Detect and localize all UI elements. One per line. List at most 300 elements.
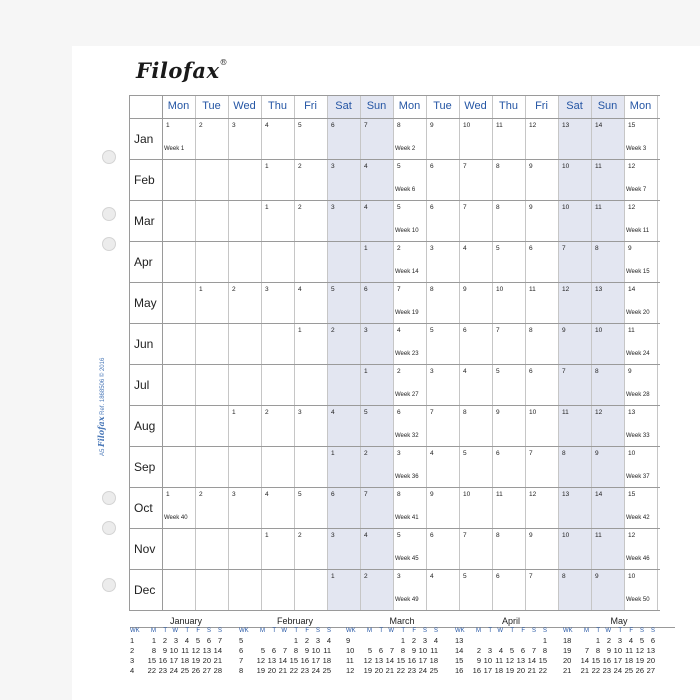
day-number: 3 [265,286,269,293]
day-number: 1 [364,245,368,252]
binder-hole [102,521,116,535]
mini-day: 1 [542,636,547,645]
mini-day: 11 [323,646,331,655]
day-number: 2 [298,163,302,170]
grid-hline [129,323,660,324]
mini-header-cell: S [422,628,427,634]
mini-header-cell: S [650,628,655,634]
mini-calendar-title: January [169,616,203,626]
month-label: Jun [134,337,154,351]
mini-day: 11 [430,646,438,655]
day-number: 10 [628,450,636,457]
mini-week-number: 7 [239,656,244,665]
day-number: 2 [331,327,335,334]
mini-calendar-row [346,636,458,646]
mini-week-number: 10 [346,646,355,655]
day-number: 5 [430,327,434,334]
mini-day: 3 [487,646,492,655]
day-header: Sun [366,100,387,112]
mini-day: 3 [173,636,178,645]
week-label: Week 6 [395,187,416,193]
mini-calendar-title: February [276,616,313,626]
mini-header-cell: WK [563,628,573,634]
mini-day: 18 [429,656,438,665]
mini-day: 4 [184,636,189,645]
day-number: 12 [628,204,636,211]
mini-calendar-header [455,627,567,636]
day-number: 7 [562,245,566,252]
grid-hline [129,569,660,570]
grid-vline [459,95,460,611]
mini-day: 7 [282,646,287,655]
day-header: Sat [566,100,583,112]
mini-header-cell: W [605,628,611,634]
mini-day: 22 [538,666,547,675]
mini-calendar-header [346,627,458,636]
mini-day: 20 [374,666,383,675]
grid-hline [129,487,660,488]
mini-day: 9 [476,656,481,665]
day-number: 6 [430,163,434,170]
week-label: Week 7 [626,187,647,193]
mini-day: 19 [505,666,514,675]
day-number: 14 [595,491,603,498]
day-number: 2 [298,532,302,539]
day-number: 9 [562,327,566,334]
day-number: 2 [265,409,269,416]
day-number: 5 [397,163,401,170]
mini-day: 16 [300,656,309,665]
mini-calendar [346,616,458,676]
month-label: Aug [134,419,156,433]
mini-week-number: 9 [346,636,351,645]
mini-day: 25 [429,666,438,675]
mini-header-cell: S [433,628,438,634]
mini-day: 24 [169,666,178,675]
day-number: 7 [463,532,467,539]
mini-day: 26 [635,666,644,675]
day-number: 12 [595,409,603,416]
mini-week-number: 8 [239,666,244,675]
day-number: 6 [430,532,434,539]
day-number: 8 [496,532,500,539]
day-number: 3 [430,368,434,375]
mini-day: 7 [584,646,589,655]
mini-header-cell: WK [239,628,249,634]
week-label: Week 46 [626,556,650,562]
mini-header-cell: M [584,628,589,634]
day-number: 1 [364,368,368,375]
mini-day: 2 [411,636,416,645]
day-number: 10 [496,286,504,293]
mini-header-cell: W [281,628,287,634]
mini-header-cell: T [272,628,276,634]
grid-vline [162,95,163,611]
mini-day: 14 [527,656,536,665]
day-number: 5 [397,532,401,539]
week-label: Week 33 [626,433,650,439]
day-number: 5 [364,409,368,416]
mini-day: 24 [613,666,622,675]
mini-day: 16 [407,656,416,665]
day-header: Wed [464,100,487,112]
day-number: 1 [166,122,170,129]
week-label: Week 32 [395,433,419,439]
mini-day: 5 [260,646,265,655]
mini-calendar-row [130,646,242,656]
mini-week-number: 18 [563,636,572,645]
grid-vline [195,95,196,611]
day-number: 15 [628,122,636,129]
week-label: Week 2 [395,146,416,152]
mini-day: 22 [591,666,600,675]
mini-day: 1 [595,636,600,645]
day-number: 9 [628,245,632,252]
day-number: 1 [331,573,335,580]
grid-vline [294,95,295,611]
mini-day: 12 [635,646,644,655]
day-header: Sun [597,100,618,112]
mini-day: 21 [527,666,536,675]
mini-header-cell: T [618,628,622,634]
day-number: 7 [529,450,533,457]
day-number: 8 [496,163,500,170]
week-label: Week 37 [626,474,650,480]
day-number: 13 [562,122,570,129]
day-number: 8 [595,368,599,375]
day-number: 10 [529,409,537,416]
mini-day: 8 [151,646,156,655]
mini-week-number: 3 [130,656,135,665]
mini-header-cell: WK [130,628,140,634]
day-number: 6 [496,450,500,457]
day-number: 2 [364,450,368,457]
day-number: 14 [595,122,603,129]
mini-header-cell: S [639,628,644,634]
day-number: 5 [496,245,500,252]
day-number: 8 [496,204,500,211]
day-number: 10 [463,491,471,498]
week-label: Week 10 [395,228,419,234]
mini-day: 10 [483,656,492,665]
mini-day: 6 [650,636,655,645]
mini-day: 2 [162,636,167,645]
day-number: 3 [397,573,401,580]
day-number: 1 [199,286,203,293]
mini-day: 19 [191,656,200,665]
day-number: 12 [628,163,636,170]
mini-day: 5 [509,646,514,655]
day-number: 3 [331,532,335,539]
mini-header-cell: M [151,628,156,634]
grid-hline [129,405,660,406]
mini-calendar [130,616,242,676]
day-number: 1 [265,532,269,539]
mini-day: 11 [181,646,189,655]
mini-day: 15 [591,656,600,665]
mini-day: 17 [169,656,178,665]
binder-hole [102,207,116,221]
mini-day: 24 [311,666,320,675]
mini-header-cell: F [305,628,309,634]
mini-day: 19 [363,666,372,675]
mini-day: 19 [256,666,265,675]
mini-calendar [563,616,675,676]
day-header: Mon [629,100,652,112]
day-number: 6 [529,368,533,375]
mini-day: 25 [322,666,331,675]
mini-day: 17 [311,656,320,665]
grid-hline [129,446,660,447]
binder-hole [102,150,116,164]
day-header: Tue [202,100,221,112]
day-number: 8 [397,122,401,129]
week-label: Week 41 [395,515,419,521]
mini-header-cell: W [497,628,503,634]
binder-hole [102,237,116,251]
week-label: Week 1 [164,146,185,152]
mini-header-cell: T [596,628,600,634]
grid-vline [492,95,493,611]
mini-day: 20 [267,666,276,675]
mini-calendar [455,616,567,676]
day-number: 2 [298,204,302,211]
mini-day: 23 [158,666,167,675]
mini-day: 6 [520,646,525,655]
day-number: 13 [562,491,570,498]
mini-day: 1 [400,636,405,645]
day-number: 3 [430,245,434,252]
mini-day: 12 [256,656,265,665]
grid-hline [129,282,660,283]
week-label: Week 42 [626,515,650,521]
day-number: 6 [529,245,533,252]
day-number: 6 [331,491,335,498]
day-number: 6 [496,573,500,580]
day-number: 2 [232,286,236,293]
grid-vline [525,95,526,611]
mini-week-number: 2 [130,646,135,655]
week-label: Week 23 [395,351,419,357]
mini-day: 6 [271,646,276,655]
day-number: 7 [364,122,368,129]
mini-calendar-row [455,666,567,676]
day-number: 8 [595,245,599,252]
day-number: 7 [463,204,467,211]
mini-calendar-header [563,627,675,636]
mini-day: 8 [542,646,547,655]
mini-calendar-row [239,656,351,666]
day-number: 7 [463,163,467,170]
week-label: Week 28 [626,392,650,398]
mini-day: 15 [147,656,156,665]
mini-day: 23 [300,666,309,675]
grid-hline [129,159,660,160]
day-number: 9 [529,532,533,539]
day-number: 5 [331,286,335,293]
day-number: 6 [364,286,368,293]
mini-day: 7 [389,646,394,655]
day-number: 4 [298,286,302,293]
day-number: 10 [562,204,570,211]
day-number: 4 [364,163,368,170]
day-number: 3 [232,122,236,129]
mini-calendar-header [239,627,351,636]
grid-vline [228,95,229,611]
day-number: 13 [595,286,603,293]
mini-day: 16 [158,656,167,665]
mini-day: 20 [646,656,655,665]
mini-day: 14 [580,656,589,665]
mini-calendar-row [563,636,675,646]
filofax-logo: Filofax® [136,58,229,83]
day-number: 11 [595,532,602,539]
mini-day: 23 [407,666,416,675]
mini-day: 18 [322,656,331,665]
day-number: 6 [463,327,467,334]
mini-day: 24 [418,666,427,675]
day-number: 4 [430,450,434,457]
mini-day: 16 [602,656,611,665]
month-label: Feb [134,173,155,187]
mini-day: 21 [213,656,222,665]
mini-week-number: 19 [563,646,572,655]
day-number: 4 [463,368,467,375]
day-number: 5 [298,491,302,498]
mini-day: 12 [505,656,514,665]
day-number: 14 [628,286,636,293]
day-number: 6 [397,409,401,416]
mini-calendar-row [130,636,242,646]
day-number: 1 [298,327,302,334]
mini-calendar-title: April [501,616,520,626]
month-label: Oct [134,501,153,515]
mini-week-number: 5 [239,636,244,645]
grid-hline [129,118,660,119]
day-number: 6 [331,122,335,129]
day-number: 11 [595,204,602,211]
day-number: 1 [331,450,335,457]
week-label: Week 20 [626,310,650,316]
day-header: Fri [535,100,548,112]
week-label: Week 45 [395,556,419,562]
week-label: Week 49 [395,597,419,603]
mini-day: 13 [516,656,525,665]
day-number: 10 [595,327,603,334]
day-number: 4 [265,122,269,129]
day-header: Wed [233,100,256,112]
day-number: 4 [397,327,401,334]
mini-week-number: 13 [455,636,464,645]
day-number: 3 [397,450,401,457]
mini-day: 10 [169,646,178,655]
day-number: 1 [232,409,236,416]
mini-week-number: 4 [130,666,135,675]
day-number: 8 [529,327,533,334]
day-number: 10 [628,573,636,580]
mini-day: 18 [180,656,189,665]
mini-header-cell: S [315,628,320,634]
day-number: 5 [496,368,500,375]
day-number: 2 [364,573,368,580]
mini-week-number: 16 [455,666,464,675]
mini-week-number: 11 [346,656,354,665]
mini-calendar-row [455,656,567,666]
mini-day: 4 [628,636,633,645]
grid-vline [393,95,394,611]
grid-hline [129,610,660,611]
mini-day: 9 [304,646,309,655]
week-label: Week 27 [395,392,419,398]
day-number: 7 [430,409,434,416]
mini-week-number: 14 [455,646,464,655]
mini-header-cell: T [510,628,514,634]
mini-header-cell: W [172,628,178,634]
day-number: 3 [331,204,335,211]
day-number: 4 [331,409,335,416]
mini-header-cell: F [629,628,633,634]
day-number: 8 [430,286,434,293]
day-number: 11 [595,163,602,170]
mini-day: 15 [396,656,405,665]
grid-vline [624,95,625,611]
mini-calendar-row [130,656,242,666]
mini-day: 13 [267,656,276,665]
day-number: 12 [628,532,636,539]
day-number: 8 [562,573,566,580]
day-number: 4 [364,204,368,211]
mini-header-cell: T [488,628,492,634]
day-number: 7 [529,573,533,580]
week-label: Week 24 [626,351,650,357]
day-number: 12 [529,122,537,129]
day-number: 4 [364,532,368,539]
week-label: Week 36 [395,474,419,480]
mini-day: 22 [396,666,405,675]
day-header: Sat [335,100,352,112]
mini-day: 6 [206,636,211,645]
grid-vline [360,95,361,611]
mini-week-number: 6 [239,646,244,655]
mini-day: 22 [147,666,156,675]
mini-calendar-row [563,666,675,676]
mini-week-number: 21 [563,666,572,675]
mini-day: 15 [289,656,298,665]
mini-header-cell: M [367,628,372,634]
day-number: 9 [529,204,533,211]
grid-hline [129,241,660,242]
week-label: Week 15 [626,269,650,275]
mini-day: 13 [646,646,655,655]
day-number: 5 [397,204,401,211]
day-number: 11 [529,286,536,293]
grid-hline [129,200,660,201]
day-number: 9 [595,573,599,580]
day-number: 8 [397,491,401,498]
mini-header-cell: T [185,628,189,634]
mini-day: 18 [494,666,503,675]
day-number: 1 [265,163,269,170]
month-label: Apr [134,255,153,269]
grid-vline [591,95,592,611]
day-number: 7 [397,286,401,293]
mini-header-cell: S [531,628,536,634]
mini-header-cell: T [401,628,405,634]
week-label: Week 19 [395,310,419,316]
day-number: 4 [463,245,467,252]
mini-calendar-row [239,636,351,646]
grid-vline [657,95,658,611]
